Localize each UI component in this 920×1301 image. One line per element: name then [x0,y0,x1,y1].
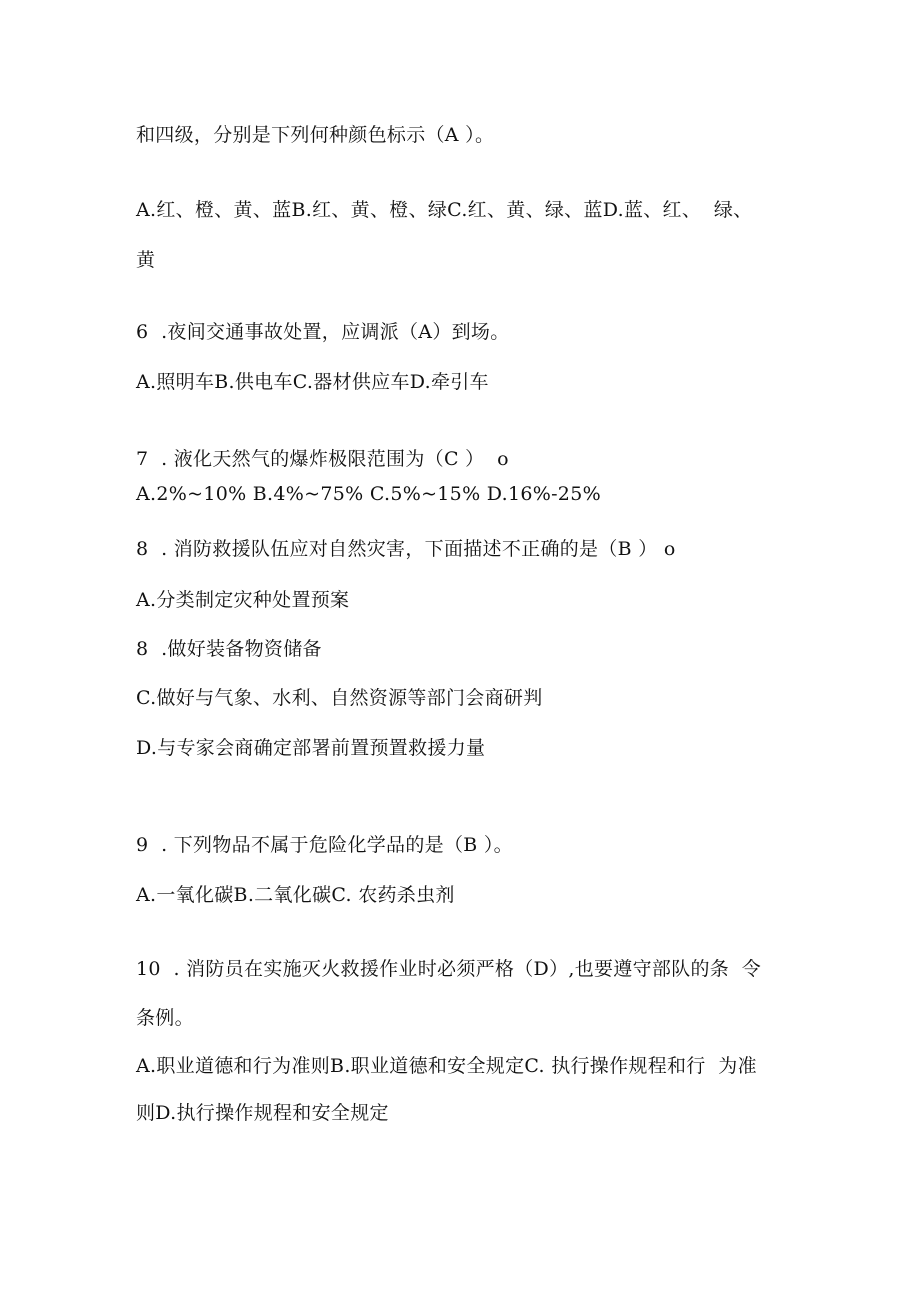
question-10-stem: 10 . 消防员在实施灭火救援作业时必须严格（D）,也要遵守部队的条 令 [136,958,762,980]
question-10-stem-continued: 条例。 [136,1007,194,1029]
question-5-options: A.红、橙、黄、蓝B.红、黄、橙、绿C.红、黄、绿、蓝D.蓝、红、 绿、 [136,199,753,221]
question-8-option-b: 8 .做好装备物资储备 [136,638,322,660]
question-9-options: A.一氧化碳B.二氧化碳C. 农药杀虫剂 [136,884,455,906]
question-7-stem: 7 . 液化天然气的爆炸极限范围为（C ） o [136,448,509,470]
question-6-stem: 6 .夜间交通事故处置，应调派（A）到场。 [136,321,510,343]
question-5-stem-continued: 和四级，分别是下列何种颜色标示（A ）。 [136,124,495,146]
question-6-options: A.照明车B.供电车C.器材供应车D.牵引车 [136,371,489,393]
question-8-option-c: C.做好与气象、水利、自然资源等部门会商研判 [136,687,543,709]
question-10-options: A.职业道德和行为准则B.职业道德和安全规定C. 执行操作规程和行 为准 [136,1055,757,1077]
question-8-option-d: D.与专家会商确定部署前置预置救援力量 [136,737,486,759]
question-5-options-continued: 黄 [136,249,156,271]
question-10-options-continued: 则D.执行操作规程和安全规定 [136,1102,389,1124]
question-8-stem: 8 . 消防救援队伍应对自然灾害，下面描述不正确的是（B ） o [136,538,676,560]
question-9-stem: 9 . 下列物品不属于危险化学品的是（B ）。 [136,834,513,856]
question-8-option-a: A.分类制定灾种处置预案 [136,589,350,611]
question-7-options: A.2%~10% B.4%~75% C.5%~15% D.16%-25% [136,483,601,505]
